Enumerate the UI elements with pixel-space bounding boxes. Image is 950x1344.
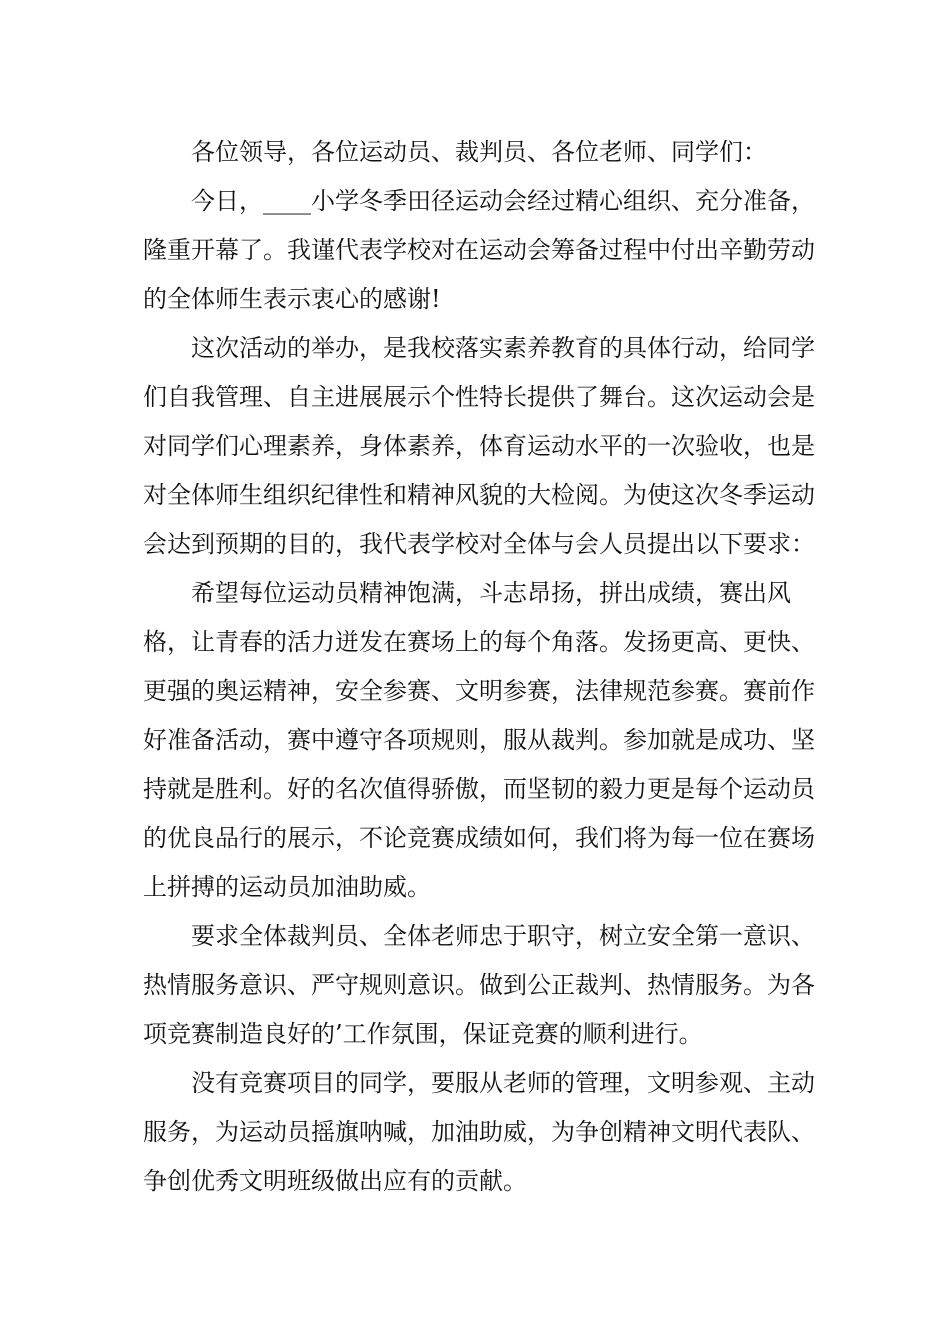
- paragraph-spectators: 没有竞赛项目的同学，要服从老师的管理，文明参观、主动服务，为运动员摇旗呐喊，加油助威，为争创精神文明代表队、争创优秀文明班级做出应有的贡献。: [143, 1069, 815, 1195]
- paragraph-referees: 要求全体裁判员、全体老师忠于职守，树立安全第一意识、热情服务意识、严守规则意识。做到公正裁判、热情服务。为各项竞赛制造良好的’工作氛围，保证竞赛的顺利进行。: [143, 922, 815, 1048]
- paragraph-salutation: 各位领导，各位运动员、裁判员、各位老师、同学们：: [191, 138, 767, 166]
- paragraph-athletes: 希望每位运动员精神饱满，斗志昂扬，拼出成绩，赛出风格，让青春的活力迸发在赛场上的每个角落。发扬更高、更快、更强的奥运精神，安全参赛、文明参赛，法律规范参赛。赛前作好准备活动，赛中遵守各项规则，服从裁判。参加就是成功、坚持就是胜利。好的名次值得骄傲，而坚韧的毅力更是每个运动员的优良品行的展示，不论竞赛成绩如何，我们将为每一位在赛场上拼搏的运动员加油助威。: [143, 579, 815, 901]
- paragraph-opening: 今日，____小学冬季田径运动会经过精心组织、充分准备，隆重开幕了。我谨代表学校对在运动会筹备过程中付出辛勤劳动的全体师生表示衷心的感谢!: [143, 187, 815, 313]
- document-body: [143, 128, 823, 1206]
- paragraph-purpose: 这次活动的举办，是我校落实素养教育的具体行动，给同学们自我管理、自主进展展示个性特长提供了舞台。这次运动会是对同学们心理素养，身体素养，体育运动水平的一次验收，也是对全体师生组织纪律性和精神风貌的大检阅。为使这次冬季运动会达到预期的目的，我代表学校对全体与会人员提出以下要求：: [143, 334, 815, 558]
